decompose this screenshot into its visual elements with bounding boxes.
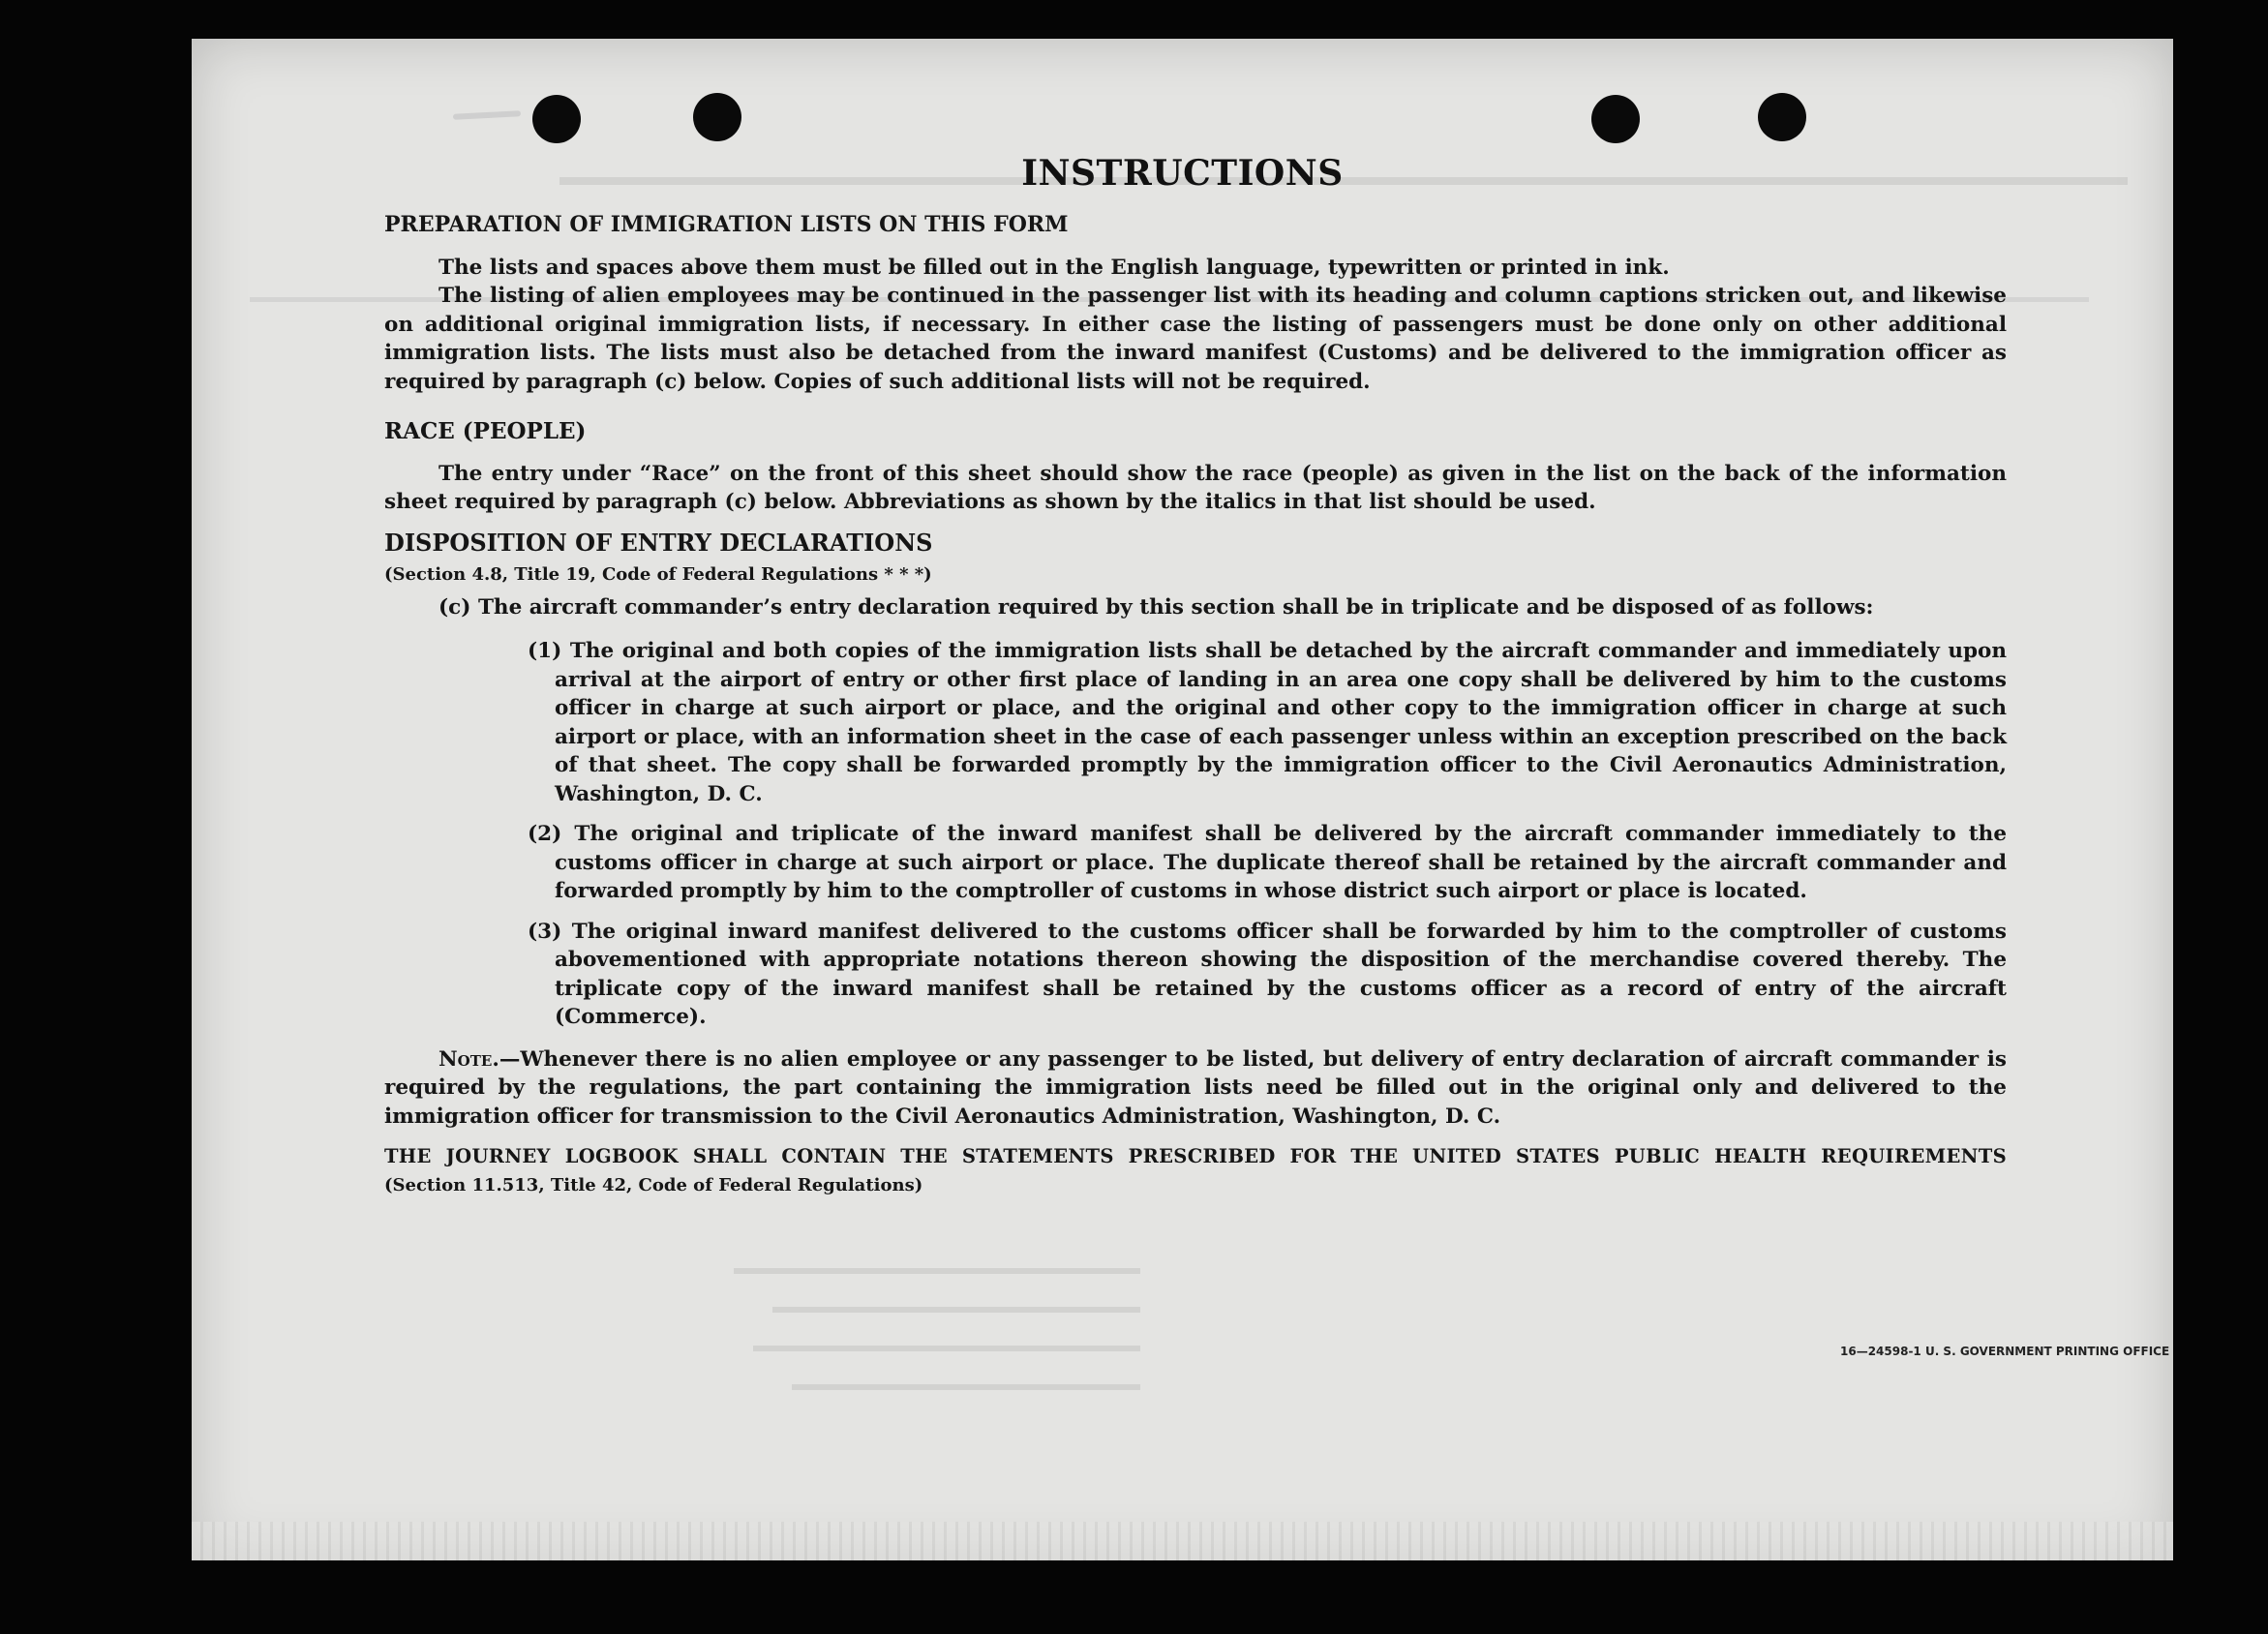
bleed-through-3 [734, 1258, 1140, 1458]
disposition-item-2 [384, 820, 2007, 906]
item-3-text: The original inward manifest delivered to the customs officer shall be forwarded by him to the comptroller of customs abovementioned with appropriate notations thereon showing the disposition of the merchandise covered thereby. The triplicate copy of the inward manifest shall be retained by the customs officer as a record of entry of the aircraft (Commerce). [555, 919, 2007, 1029]
printer-imprint: 16—24598-1 U. S. GOVERNMENT PRINTING OFFICE [1840, 1345, 2170, 1358]
c-label: (c) [438, 594, 471, 620]
punch-hole-1 [532, 95, 581, 143]
disposition-item-1 [384, 637, 2007, 808]
item-1-number: (1) [528, 639, 562, 663]
item-3-number: (3) [528, 919, 562, 944]
prep-paragraph-2: The listing of alien employees may be continued in the passenger list with its heading and column captions stricken out, and likewise on additional original immigration lists, if necessary. In either case the listing of passengers must be done only on other additional immigration lists. The lists must also be detached from the inward manifest (Customs) and be delivered to the immigration officer as required by paragraph (c) below. Copies of such additional lists will not be required. [384, 284, 2007, 394]
instructions-body [384, 211, 2007, 1199]
page-title: INSTRUCTIONS [1021, 153, 1344, 194]
paper-tear-mark [453, 110, 521, 120]
c-text: The aircraft commander’s entry declaration required by this section shall be in triplicate and be disposed of as follows: [477, 594, 1874, 620]
prep-paragraph-1: The lists and spaces above them must be filled out in the English language, typewritten or printed in ink. [438, 255, 1670, 280]
disposition-heading: DISPOSITION OF ENTRY DECLARATIONS [384, 528, 933, 557]
race-paragraph: The entry under “Race” on the front of this sheet should show the race (people) as given in the list on the back of the information sheet required by paragraph (c) below. Abbreviations as shown by the italics in that list should be used. [384, 461, 2007, 514]
item-1-text: The original and both copies of the immigration lists shall be detached by the aircraft commander and immediately upon arrival at the airport of entry or other first place of landing in an area one copy shall be delivered by him to the customs officer in charge at such airport or place, and the original and other copy to the immigration officer in charge at such airport or place, with an information sheet in the case of each passenger unless within an exception prescribed on the back of that sheet. The copy shall be forwarded promptly by the immigration officer to the Civil Aeronautics Administration, Washington, D. C. [555, 639, 2007, 806]
item-2-text: The original and triplicate of the inward manifest shall be delivered by the aircraft commander immediately to the customs officer in charge at such airport or place. The duplicate thereof shall be retained by the aircraft commander and forwarded promptly by him to the comptroller of customs in whose district such airport or place is located. [555, 822, 2007, 903]
note-paragraph [384, 1045, 2007, 1132]
race-heading: RACE (PEOPLE) [384, 418, 587, 444]
disposition-item-3 [384, 918, 2007, 1032]
disposition-c-paragraph [384, 593, 2007, 622]
logbook-citation: (Section 11.513, Title 42, Code of Federal Regulations) [384, 1174, 923, 1195]
disposition-subheading: (Section 4.8, Title 19, Code of Federal Regulations * * *) [384, 564, 932, 585]
bleed-through-block [734, 1258, 1140, 1452]
punch-hole-2 [693, 93, 741, 141]
prep-heading: PREPARATION OF IMMIGRATION LISTS ON THIS FORM [384, 212, 1069, 237]
punch-hole-3 [1591, 95, 1640, 143]
punch-hole-4 [1758, 93, 1806, 141]
note-label: Note. [438, 1046, 499, 1072]
note-text: —Whenever there is no alien employee or any passenger to be listed, but delivery of entry declaration of aircraft commander is required by the regulations, the part containing the immigration lists need be filled out in the original only and delivered to the immigration officer for transmission to the Civil Aeronautics Administration, Washington, D. C. [384, 1046, 2007, 1129]
item-2-number: (2) [528, 822, 562, 846]
logbook-requirement: THE JOURNEY LOGBOOK SHALL CONTAIN THE STATEMENTS PRESCRIBED FOR THE UNITED STATES PUBLIC HEALTH REQUIREMENTS [384, 1145, 2007, 1167]
